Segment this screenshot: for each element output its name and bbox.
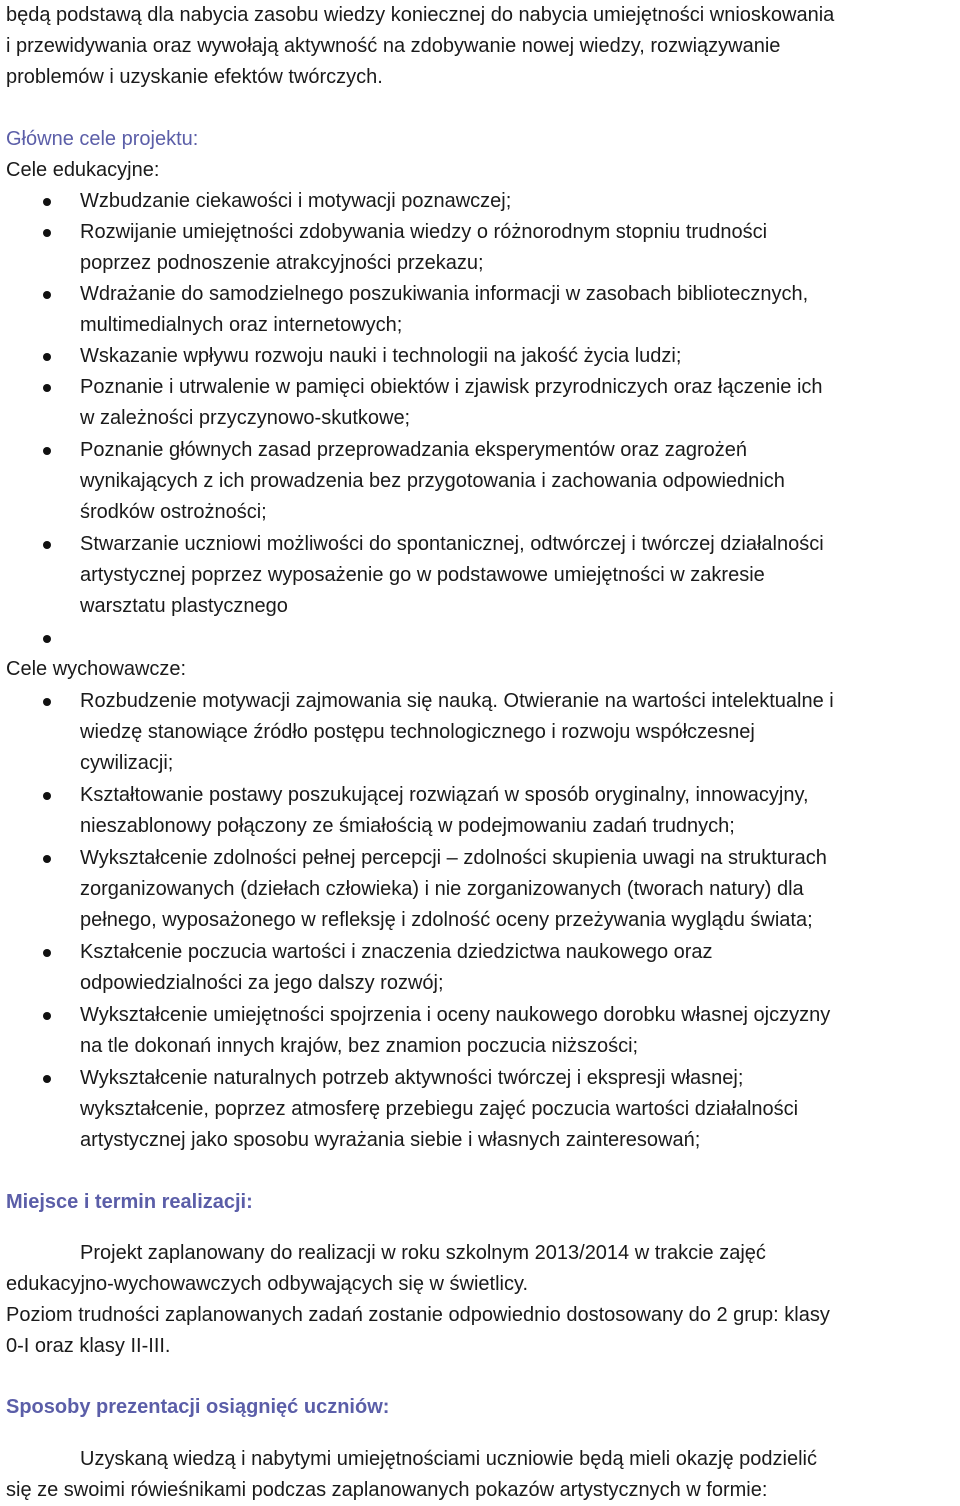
list-item: poprzez podnoszenie atrakcyjności przekazu;	[80, 252, 484, 274]
list-item: w zależności przyczynowo-skutkowe;	[80, 407, 411, 429]
list-item: Stwarzanie uczniowi możliwości do spontanicznej, odtwórczej i twórczej działalności	[80, 533, 824, 555]
list-item: Wzbudzanie ciekawości i motywacji poznawczej;	[80, 190, 512, 212]
list-item: Wykształcenie naturalnych potrzeb aktywności twórczej i ekspresji własnej;	[80, 1067, 744, 1089]
list-item: zorganizowanych (dziełach człowieka) i nie zorganizowanych (tworach natury) dla	[80, 878, 804, 900]
list-item: pełnego, wyposażonego w refleksję i zdolność oceny przeżywania wyglądu świata;	[80, 909, 813, 931]
place-heading: Miejsce i termin realizacji:	[6, 1191, 253, 1213]
presentation-text: się ze swoimi rówieśnikami podczas zaplanowanych pokazów artystycznych w formie:	[6, 1479, 768, 1501]
list-item: Wdrażanie do samodzielnego poszukiwania informacji w zasobach bibliotecznych,	[80, 283, 809, 305]
bullet	[43, 198, 51, 206]
list-item: odpowiedzialności za jego dalszy rozwój;	[80, 972, 444, 994]
main-goals-heading: Główne cele projektu:	[6, 128, 199, 150]
place-text: edukacyjno-wychowawczych odbywających się w świetlicy.	[6, 1273, 529, 1295]
bullet	[43, 949, 51, 957]
upbringing-goals-heading: Cele wychowawcze:	[6, 658, 187, 680]
presentation-text: Uzyskaną wiedzą i nabytymi umiejętnościami uczniowie będą mieli okazję podzielić	[80, 1448, 818, 1470]
intro-line: będą podstawą dla nabycia zasobu wiedzy koniecznej do nabycia umiejętności wnioskowania	[6, 4, 835, 26]
list-item: Wskazanie wpływu rozwoju nauki i technologii na jakość życia ludzi;	[80, 345, 682, 367]
list-item: artystycznej jako sposobu wyrażania siebie i własnych zainteresowań;	[80, 1129, 701, 1151]
intro-line: problemów i uzyskanie efektów twórczych.	[6, 66, 383, 88]
bullet	[43, 384, 51, 392]
list-item: multimedialnych oraz internetowych;	[80, 314, 403, 336]
bullet	[43, 229, 51, 237]
bullet	[43, 792, 51, 800]
list-item: Poznanie głównych zasad przeprowadzania eksperymentów oraz zagrożeń	[80, 439, 748, 461]
place-text: Poziom trudności zaplanowanych zadań zostanie odpowiednio dostosowany do 2 grup: klasy	[6, 1304, 830, 1326]
list-item: wynikających z ich prowadzenia bez przygotowania i zachowania odpowiednich	[80, 470, 785, 492]
list-item: na tle dokonań innych krajów, bez znamion poczucia niższości;	[80, 1035, 639, 1057]
list-item: Wykształcenie zdolności pełnej percepcji – zdolności skupienia uwagi na strukturach	[80, 847, 827, 869]
bullet	[43, 1075, 51, 1083]
list-item: cywilizacji;	[80, 752, 174, 774]
educational-goals-heading: Cele edukacyjne:	[6, 159, 160, 181]
list-item: Rozbudzenie motywacji zajmowania się nauką. Otwieranie na wartości intelektualne i	[80, 690, 834, 712]
list-item: wykształcenie, poprzez atmosferę przebiegu zajęć poczucia wartości działalności	[80, 1098, 799, 1120]
list-item: Poznanie i utrwalenie w pamięci obiektów i zjawisk przyrodniczych oraz łączenie ich	[80, 376, 823, 398]
list-item: środków ostrożności;	[80, 501, 267, 523]
list-item: Kształcenie poczucia wartości i znaczenia dziedzictwa naukowego oraz	[80, 941, 713, 963]
bullet	[43, 541, 51, 549]
list-item: Kształtowanie postawy poszukującej rozwiązań w sposób oryginalny, innowacyjny,	[80, 784, 809, 806]
list-item: warsztatu plastycznego	[80, 595, 288, 617]
intro-line: i przewidywania oraz wywołają aktywność na zdobywanie nowej wiedzy, rozwiązywanie	[6, 35, 781, 57]
list-item: artystycznej poprzez wyposażenie go w podstawowe umiejętności w zakresie	[80, 564, 765, 586]
list-item: nieszablonowy połączony ze śmiałością w podejmowaniu zadań trudnych;	[80, 815, 735, 837]
presentation-heading: Sposoby prezentacji osiągnięć uczniów:	[6, 1396, 390, 1418]
place-text: 0-I oraz klasy II-III.	[6, 1335, 171, 1357]
bullet	[43, 353, 51, 361]
bullet	[43, 855, 51, 863]
bullet	[43, 1012, 51, 1020]
bullet	[43, 447, 51, 455]
bullet	[43, 698, 51, 706]
bullet	[43, 291, 51, 299]
list-item: Rozwijanie umiejętności zdobywania wiedzy o różnorodnym stopniu trudności	[80, 221, 768, 243]
list-item: Wykształcenie umiejętności spojrzenia i oceny naukowego dorobku własnej ojczyzny	[80, 1004, 831, 1026]
place-text: Projekt zaplanowany do realizacji w roku szkolnym 2013/2014 w trakcie zajęć	[80, 1242, 766, 1264]
bullet	[43, 635, 51, 643]
list-item: wiedzę stanowiące źródło postępu technologicznego i rozwoju współczesnej	[80, 721, 755, 743]
